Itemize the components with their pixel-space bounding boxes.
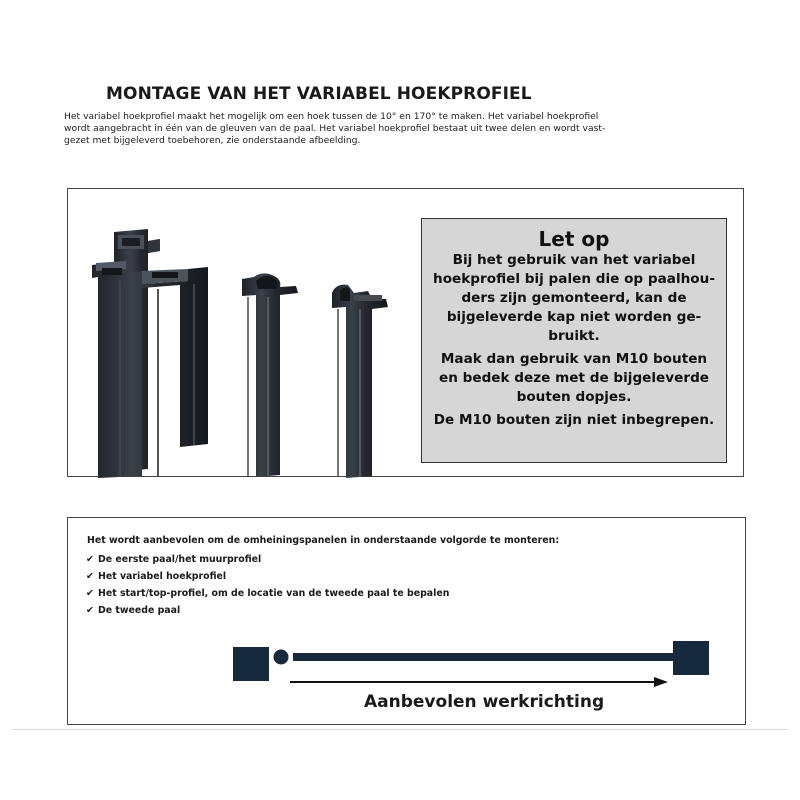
warning-line: ders zijn gemonteerd, kan de — [461, 290, 687, 306]
check-icon: ✔ — [86, 588, 94, 599]
second-post-square — [673, 641, 709, 675]
warning-paragraph-2 — [426, 350, 722, 407]
warning-note — [421, 218, 727, 463]
check-icon: ✔ — [86, 571, 94, 582]
angle-profile-part-1 — [242, 273, 298, 477]
montage-order-box — [67, 517, 746, 725]
intro-line: wordt aangebracht in één van de gleuven van de paal. Het variabel hoekprofiel bestaat uit twee delen en wordt vast- — [64, 123, 606, 134]
post-profile — [92, 229, 208, 478]
warning-line: Maak dan gebruik van M10 bouten — [440, 351, 708, 367]
warning-title: Let op — [538, 227, 610, 251]
arrow-head-icon — [654, 677, 668, 687]
panel-bar — [293, 653, 673, 661]
product-illustration-box — [67, 188, 744, 477]
intro-line: gezet met bijgeleverd toebehoren, zie onderstaande afbeelding. — [64, 135, 361, 146]
intro-text — [64, 111, 664, 147]
check-icon: ✔ — [86, 605, 94, 616]
step-label: Het variabel hoekprofiel — [98, 571, 227, 582]
angle-profile-circle — [274, 650, 289, 665]
warning-paragraph-3: De M10 bouten zijn niet inbegrepen. — [433, 412, 715, 428]
step-label: Het start/top-profiel, om de locatie van de tweede paal te bepalen — [98, 588, 450, 599]
angle-profile-part-2 — [332, 285, 388, 478]
step-label: De tweede paal — [98, 605, 181, 616]
direction-label: Aanbevolen werkrichting — [364, 692, 605, 712]
first-post-square — [233, 647, 269, 681]
footer-divider — [12, 729, 788, 730]
warning-line: hoekprofiel bij palen die op paalhou- — [433, 271, 715, 287]
warning-line: bijgeleverde kap niet worden ge- — [446, 309, 702, 325]
warning-paragraph-1 — [426, 251, 722, 346]
step-label: De eerste paal/het muurprofiel — [98, 554, 262, 565]
check-icon: ✔ — [86, 554, 94, 565]
warning-line: bruikt. — [548, 328, 600, 344]
warning-line: bouten dopjes. — [516, 389, 632, 405]
warning-line: en bedek deze met de bijgeleverde — [438, 370, 710, 386]
page-title: MONTAGE VAN HET VARIABEL HOEKPROFIEL — [106, 84, 532, 104]
intro-line: Het variabel hoekprofiel maakt het mogelijk om een hoek tussen de 10° en 170° te maken. Het variabel hoekprofiel — [64, 111, 599, 122]
montage-intro: Het wordt aanbevolen om de omheiningspanelen in onderstaande volgorde te monteren: — [87, 535, 560, 546]
warning-line: Bij het gebruik van het variabel — [452, 252, 696, 268]
